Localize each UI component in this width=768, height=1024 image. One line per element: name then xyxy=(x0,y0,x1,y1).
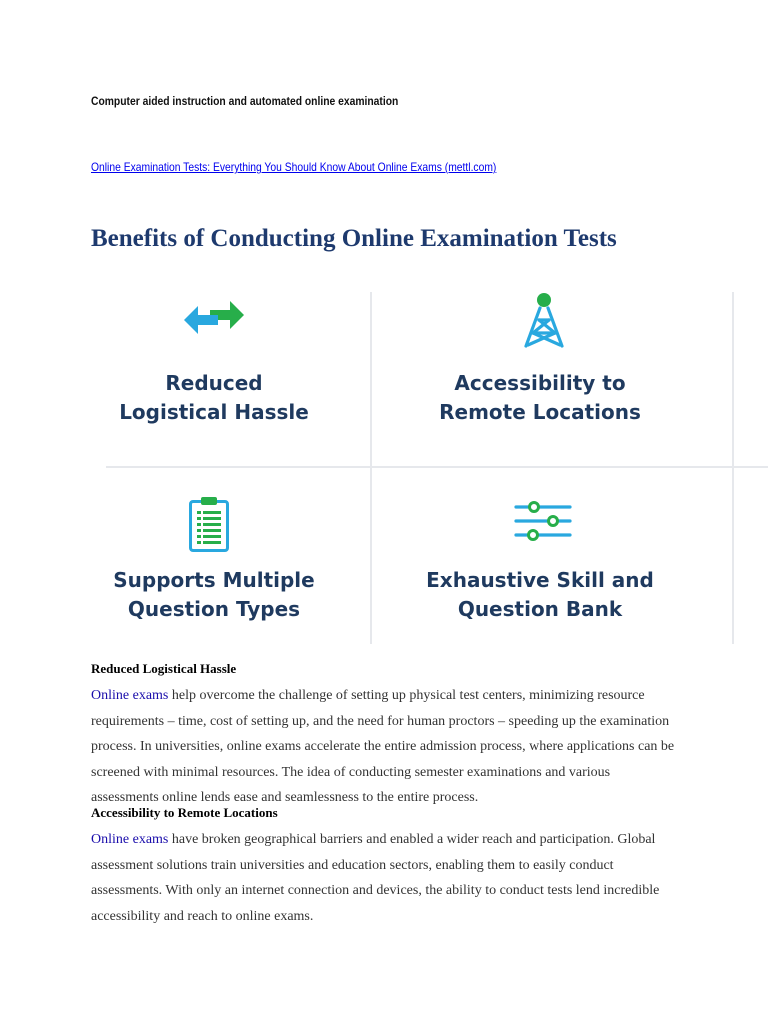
benefit-label-accessibility-remote-locations: Accessibility to Remote Locations xyxy=(439,371,641,424)
sliders-icon xyxy=(513,499,573,545)
source-article-link[interactable]: Online Examination Tests: Everything You Should Know About Online Exams (mettl.com) xyxy=(91,160,497,174)
document-title: Computer aided instruction and automated online examination xyxy=(91,94,399,108)
signal-tower-icon xyxy=(519,290,569,352)
benefit-label-skill-question-bank: Exhaustive Skill and Question Bank xyxy=(426,568,654,621)
paragraph-text: help overcome the challenge of setting up physical test centers, minimizing resource requirements – time, cost of setting up, and the need for human proctors – speeding up the examination process. In universities, online exams accelerate the entire admission process, where applications can be screened with minimal resources. The idea of conducting semester examinations and various assessments online lends ease and seamlessness to the entire process. xyxy=(91,688,675,805)
clipboard-list-icon xyxy=(188,495,230,553)
section-paragraph xyxy=(91,827,681,929)
swap-arrows-icon xyxy=(182,291,246,345)
section-heading-reduced-logistical-hassle: Reduced Logistical Hassle xyxy=(91,661,237,676)
online-exams-link[interactable]: Online exams xyxy=(91,688,169,703)
section-heading-accessibility-remote-locations: Accessibility to Remote Locations xyxy=(91,805,278,820)
grid-divider-vertical xyxy=(370,292,372,644)
grid-divider-vertical xyxy=(732,292,734,644)
benefit-label-multiple-question-types: Supports Multiple Question Types xyxy=(113,568,315,621)
benefit-label-reduced-logistical-hassle: Reduced Logistical Hassle xyxy=(119,371,309,424)
online-exams-link[interactable]: Online exams xyxy=(91,832,169,847)
paragraph-text: have broken geographical barriers and enabled a wider reach and participation. Global assessment solutions train universities and education sectors, enabling them to easily conduct assessments. With only an internet connection and devices, the ability to conduct tests lend incredible accessibility and reach to online exams. xyxy=(91,832,660,924)
infographic-heading: Benefits of Conducting Online Examination Tests xyxy=(91,225,617,252)
grid-divider-horizontal xyxy=(106,466,768,468)
section-paragraph xyxy=(91,683,681,811)
